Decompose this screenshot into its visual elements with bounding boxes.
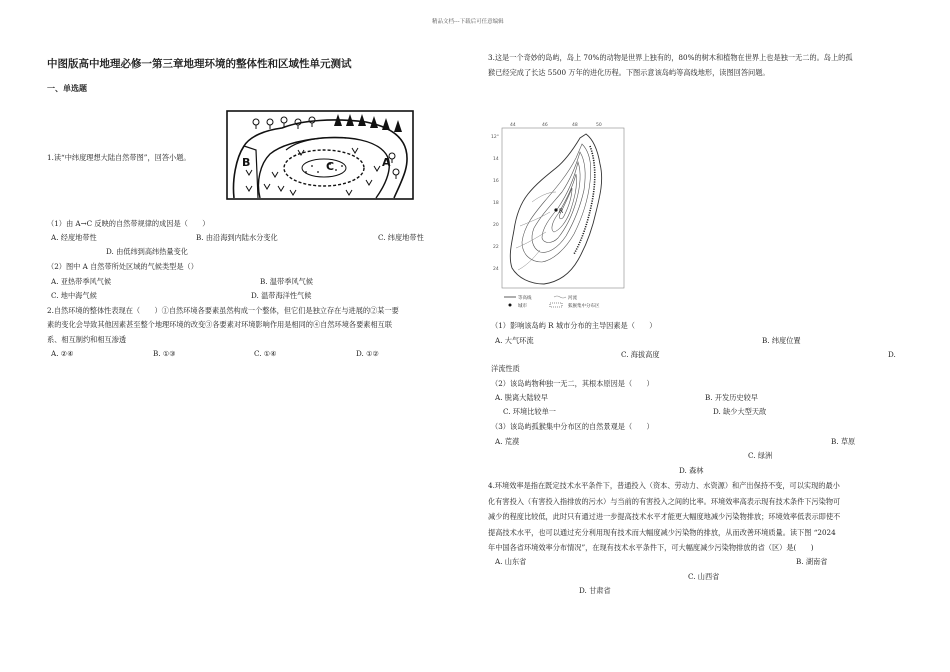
page-title: 中图版高中地理必修一第三章地理环境的整体性和区域性单元测试 bbox=[47, 58, 352, 70]
q2-option-a[interactable]: A. ②④ bbox=[51, 349, 74, 358]
q1-sub2-stem: （2）图中 A 自然带所处区域的气候类型是（） bbox=[47, 262, 198, 271]
map-left-tick: 20 bbox=[493, 223, 499, 228]
q4-line-1: 4.环境效率是指在既定技术水平条件下，普通投入（资本、劳动力、水资源）和产出保持不变，可以实现的最小 bbox=[488, 481, 840, 490]
q3-sub1-option-c[interactable]: C. 海拔高度 bbox=[621, 350, 660, 359]
q3-sub1-option-d[interactable]: D. bbox=[888, 350, 896, 359]
section-heading: 一、单选题 bbox=[47, 84, 87, 93]
map-top-tick: 44 bbox=[510, 123, 516, 128]
map-top-tick: 48 bbox=[572, 123, 578, 128]
natural-belt-figure bbox=[226, 110, 414, 200]
legend-lemur-zone: 狐猴集中分布区 bbox=[568, 304, 600, 309]
q3-sub2-option-c[interactable]: C. 环境比较单一 bbox=[503, 407, 556, 416]
q1-sub2-option-b[interactable]: B. 温带季风气候 bbox=[260, 277, 313, 286]
legend-contour: 等高线 bbox=[518, 296, 532, 301]
city-label-r: R bbox=[559, 208, 564, 215]
q2-option-b[interactable]: B. ①③ bbox=[153, 349, 176, 358]
map-left-tick: 12° bbox=[491, 135, 499, 140]
q3-sub1-option-b[interactable]: B. 纬度位置 bbox=[762, 336, 801, 345]
page-header: 精品文档---下载后可任意编辑 bbox=[432, 19, 504, 25]
q3-sub2-stem: （2）该岛屿物种独一无二，其根本原因是（ ） bbox=[491, 379, 654, 388]
q4-line-3: 减少的程度比较低，此时只有通过进一步提高技术水平才能更大幅度地减少污染物排放；环境效率低表示即使不 bbox=[488, 512, 841, 521]
q3-sub1-stem: （1）影响该岛屿 R 城市分布的主导因素是（ ） bbox=[491, 321, 657, 330]
q3-line-2: 猴已经完成了长达 5500 万年的进化历程。下图示意该岛屿等高线地形，读图回答问题。 bbox=[488, 68, 770, 77]
figure-label-c: C bbox=[326, 160, 335, 173]
figure-label-b: B bbox=[242, 156, 251, 169]
q2-option-c[interactable]: C. ①④ bbox=[254, 349, 277, 358]
q4-line-2: 化有害投入（有害投入指排放的污水）与当前的有害投入之间的比率。环境效率高表示现有技术条件下污染物可 bbox=[488, 497, 841, 506]
q1-sub1-option-b[interactable]: B. 由沿海到内陆水分变化 bbox=[196, 233, 278, 242]
q3-sub3-option-d[interactable]: D. 森林 bbox=[679, 466, 704, 475]
q4-option-b[interactable]: B. 湖南省 bbox=[796, 557, 828, 566]
map-left-tick: 18 bbox=[493, 201, 499, 206]
q1-sub1-option-c[interactable]: C. 纬度地带性 bbox=[378, 233, 424, 242]
q3-sub2-option-a[interactable]: A. 脱离大陆较早 bbox=[495, 393, 548, 402]
q4-line-4: 提高技术水平，也可以通过充分利用现有技术而大幅度减少污染物的排放，从而改善环境质量。读下图 “2024 bbox=[488, 528, 836, 537]
q2-line-1: 2.自然环境的整体性表现在（ ）①自然环境各要素虽然构成一个整体，但它们是独立存在与进展的②某一要 bbox=[47, 306, 399, 315]
map-left-tick: 24 bbox=[493, 267, 499, 272]
q3-sub3-option-a[interactable]: A. 荒漠 bbox=[495, 437, 520, 446]
q3-sub3-option-c[interactable]: C. 绿洲 bbox=[748, 451, 773, 460]
q3-sub3-option-b[interactable]: B. 草原 bbox=[831, 437, 856, 446]
q1-sub1-stem: （1）由 A→C 反映的自然带规律的成因是（ ） bbox=[47, 219, 210, 228]
q3-sub3-stem: （3）该岛屿孤猴集中分布区的自然景观是（ ） bbox=[491, 422, 654, 431]
q1-sub2-option-a[interactable]: A. 亚热带季风气候 bbox=[51, 277, 112, 286]
q4-option-d[interactable]: D. 甘肃省 bbox=[579, 586, 611, 595]
map-left-tick: 16 bbox=[493, 179, 499, 184]
map-top-tick: 46 bbox=[542, 123, 548, 128]
q1-sub1-option-d[interactable]: D. 由低纬到高纬热量变化 bbox=[106, 247, 188, 256]
q4-option-a[interactable]: A. 山东省 bbox=[495, 557, 527, 566]
q2-line-2: 素的变化会导致其他因素甚至整个地理环境的改变③各要素对环境影响作用是相同的④自然环境各要素相互联 bbox=[47, 320, 393, 329]
q3-sub2-option-d[interactable]: D. 缺少大型天敌 bbox=[713, 407, 767, 416]
figure-label-a: A bbox=[382, 156, 391, 169]
q3-line-1: 3.这是一个奇妙的岛屿，岛上 70%的动物是世界上独有的，80%的树木和植物在世界上也是独一无二的。岛上的孤 bbox=[488, 53, 853, 62]
q2-line-3: 系、相互制约和相互渗透 bbox=[47, 335, 127, 344]
q2-option-d[interactable]: D. ①② bbox=[356, 349, 379, 358]
q4-option-c[interactable]: C. 山西省 bbox=[688, 572, 720, 581]
legend-city: 城市 bbox=[518, 304, 527, 309]
map-top-tick: 50 bbox=[596, 123, 602, 128]
legend-river: 河流 bbox=[568, 296, 577, 301]
map-left-tick: 14 bbox=[493, 157, 499, 162]
q3-sub1-option-d-text[interactable]: 洋流性质 bbox=[491, 364, 520, 373]
q3-sub2-option-b[interactable]: B. 开发历史较早 bbox=[705, 393, 758, 402]
q1-sub2-option-d[interactable]: D. 温带海洋性气候 bbox=[251, 291, 312, 300]
q1-stem: 1.读“中纬度理想大陆自然带图”，回答小题。 bbox=[47, 153, 191, 162]
q3-sub1-option-a[interactable]: A. 大气环流 bbox=[495, 336, 534, 345]
q1-sub1-option-a[interactable]: A. 经度地带性 bbox=[51, 233, 97, 242]
island-contour-map bbox=[490, 122, 630, 312]
q1-sub2-option-c[interactable]: C. 地中海气候 bbox=[51, 291, 97, 300]
map-left-tick: 22 bbox=[493, 245, 499, 250]
q4-line-5: 年中国各省环境效率分布情况”，在现有技术水平条件下，可大幅度减少污染物排放的省（区）是( ) bbox=[488, 543, 814, 552]
